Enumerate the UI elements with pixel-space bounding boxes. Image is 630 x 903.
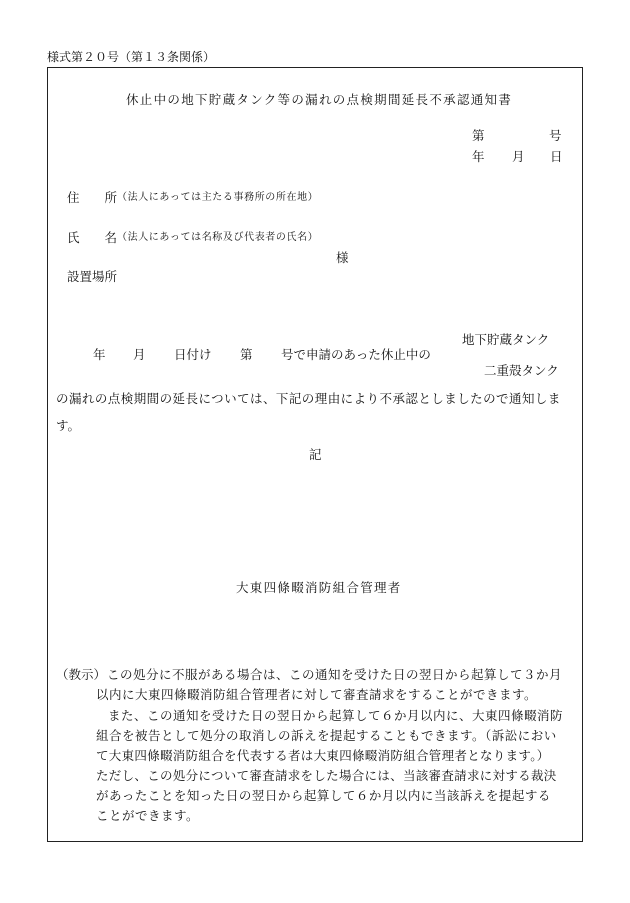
date-year: 年 — [472, 149, 485, 164]
notice-prefix: （教示） — [56, 667, 107, 682]
application-year: 年 — [93, 347, 106, 362]
tank-type-double-shell: 二重殻タンク — [484, 363, 559, 378]
date-month: 月 — [512, 149, 525, 164]
body-line-3: す。 — [56, 418, 81, 433]
doc-number-go: 号 — [549, 128, 562, 143]
address-label: 住 所 — [67, 190, 118, 205]
notice-line: があったことを知った日の翌日から起算して６か月以内に当該訴えを提起する — [96, 788, 551, 803]
notice-line: また、この通知を受けた日の翌日から起算して６か月以内に、大東四條畷消防 — [108, 708, 564, 723]
notice-line: ことができます。 — [96, 808, 200, 823]
name-label: 氏 名 — [67, 230, 118, 245]
install-location-label: 設置場所 — [67, 269, 118, 284]
application-go-text: 号で申請のあった休止中の — [281, 347, 431, 362]
body-line-2: の漏れの点検期間の延長については、下記の理由により不承認としましたので通知しま — [56, 391, 561, 406]
issuer-name: 大東四條畷消防組合管理者 — [236, 580, 402, 595]
form-code: 様式第２０号（第１３条関係） — [47, 50, 216, 64]
notice-line: 組合を被告として処分の取消しの訴えを提起することもできます。（訴訟におい — [96, 728, 557, 743]
application-day: 日付け — [174, 347, 212, 362]
application-month: 月 — [133, 347, 146, 362]
notice-line: て大東四條畷消防組合を代表する者は大東四條畷消防組合管理者となります。） — [96, 748, 550, 763]
doc-number-dai: 第 — [472, 128, 485, 143]
notice-line: この処分に不服がある場合は、この通知を受けた日の翌日から起算して３か月 — [107, 667, 563, 682]
name-note: （法人にあっては名称及び代表者の氏名） — [117, 232, 319, 243]
address-note: （法人にあっては主たる事務所の所在地） — [117, 192, 319, 203]
notice-line: 以内に大東四條畷消防組合管理者に対して審査請求をすることができます。 — [96, 687, 538, 702]
notice-line: ただし、この処分について審査請求をした場合には、当該審査請求に対する裁決 — [96, 768, 557, 783]
application-dai: 第 — [240, 347, 253, 362]
ki-marker: 記 — [309, 447, 322, 462]
honorific-sama: 様 — [336, 250, 349, 265]
document-title: 休止中の地下貯蔵タンク等の漏れの点検期間延長不承認通知書 — [126, 92, 513, 107]
date-day: 日 — [550, 149, 563, 164]
tank-type-underground: 地下貯蔵タンク — [462, 332, 550, 347]
